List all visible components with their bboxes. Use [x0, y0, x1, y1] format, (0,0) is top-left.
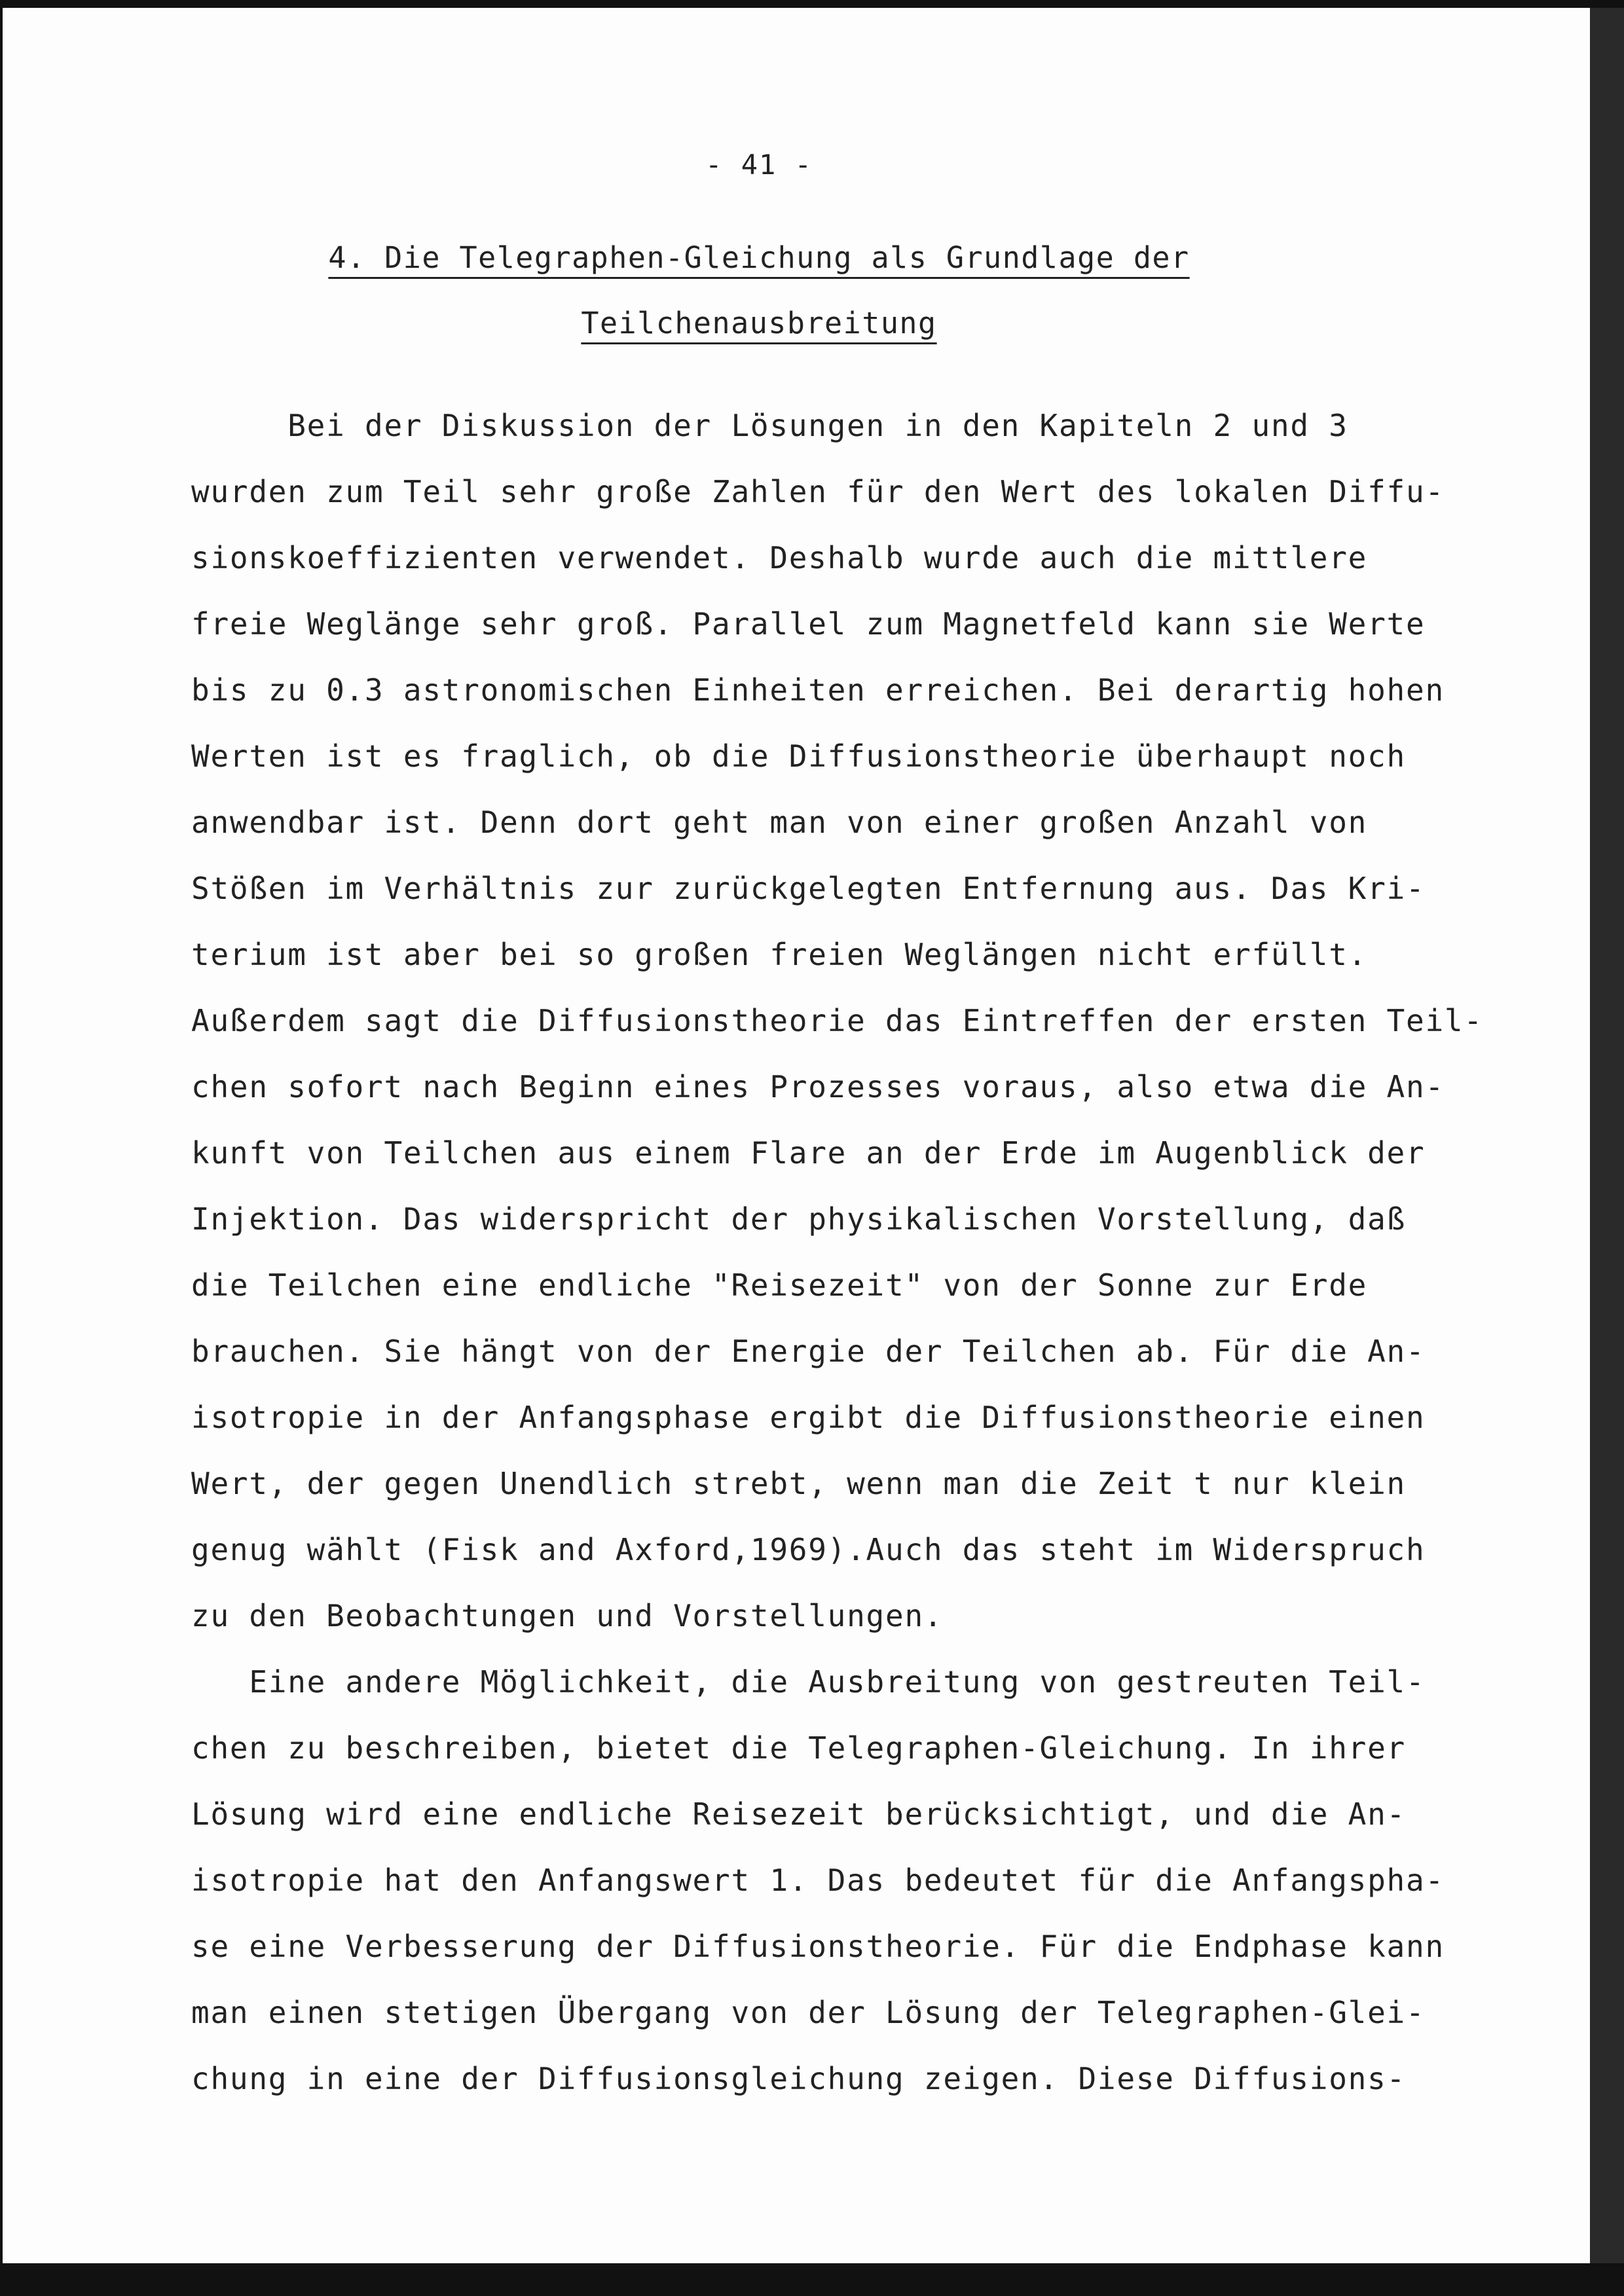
- text-line: isotropie hat den Anfangswert 1. Das bedeutet für die Anfangspha-: [191, 1863, 1445, 1898]
- text-line: zu den Beobachtungen und Vorstellungen.: [191, 1598, 944, 1633]
- text-line: die Teilchen eine endliche "Reisezeit" von der Sonne zur Erde: [191, 1267, 1368, 1303]
- text-line: Eine andere Möglichkeit, die Ausbreitung von gestreuten Teil-: [191, 1664, 1426, 1700]
- text-line: Außerdem sagt die Diffusionstheorie das Eintreffen der ersten Teil-: [191, 1003, 1483, 1038]
- text-line: chen sofort nach Beginn eines Prozesses voraus, also etwa die An-: [191, 1069, 1445, 1104]
- text-line: chen zu beschreiben, bietet die Telegraphen-Gleichung. In ihrer: [191, 1730, 1406, 1766]
- text-line: Stößen im Verhältnis zur zurückgelegten Entfernung aus. Das Kri-: [191, 871, 1426, 906]
- text-line: Injektion. Das widerspricht der physikalischen Vorstellung, daß: [191, 1201, 1406, 1237]
- text-line: terium ist aber bei so großen freien Weglängen nicht erfüllt.: [191, 937, 1368, 972]
- text-line: genug wählt (Fisk and Axford,1969).Auch das steht im Widerspruch: [191, 1532, 1426, 1567]
- text-line: anwendbar ist. Denn dort geht man von einer großen Anzahl von: [191, 805, 1368, 840]
- text-line: Lösung wird eine endliche Reisezeit berücksichtigt, und die An-: [191, 1796, 1406, 1832]
- text-line: kunft von Teilchen aus einem Flare an der Erde im Augenblick der: [191, 1135, 1426, 1171]
- text-line: man einen stetigen Übergang von der Lösung der Telegraphen-Glei-: [191, 1995, 1426, 2030]
- body-text: [191, 403, 1540, 2122]
- text-line: chung in eine der Diffusionsgleichung zeigen. Diese Diffusions-: [191, 2061, 1406, 2096]
- text-line: brauchen. Sie hängt von der Energie der Teilchen ab. Für die An-: [191, 1334, 1426, 1369]
- section-heading-line-1: [3, 240, 1515, 275]
- text-line: isotropie in der Anfangsphase ergibt die Diffusionstheorie einen: [191, 1400, 1426, 1435]
- section-heading-text-1: 4. Die Telegraphen-Gleichung als Grundlage der: [328, 240, 1190, 275]
- text-line: wurden zum Teil sehr große Zahlen für den Wert des lokalen Diffu-: [191, 474, 1445, 509]
- text-line: Werten ist es fraglich, ob die Diffusionstheorie überhaupt noch: [191, 738, 1406, 774]
- text-line: freie Weglänge sehr groß. Parallel zum Magnetfeld kann sie Werte: [191, 606, 1426, 642]
- scan-right-edge: [1590, 8, 1624, 2263]
- section-heading-text-2: Teilchenausbreitung: [581, 306, 937, 340]
- document-page: [3, 8, 1590, 2263]
- page-number: - 41 -: [705, 149, 813, 181]
- text-line: Bei der Diskussion der Lösungen in den Kapiteln 2 und 3: [191, 408, 1348, 443]
- text-line: Wert, der gegen Unendlich strebt, wenn man die Zeit t nur klein: [191, 1466, 1406, 1501]
- text-line: sionskoeffizienten verwendet. Deshalb wurde auch die mittlere: [191, 540, 1368, 575]
- text-line: se eine Verbesserung der Diffusionstheorie. Für die Endphase kann: [191, 1929, 1445, 1964]
- section-heading-line-2: [3, 306, 1515, 340]
- text-line: bis zu 0.3 astronomischen Einheiten erreichen. Bei derartig hohen: [191, 672, 1445, 708]
